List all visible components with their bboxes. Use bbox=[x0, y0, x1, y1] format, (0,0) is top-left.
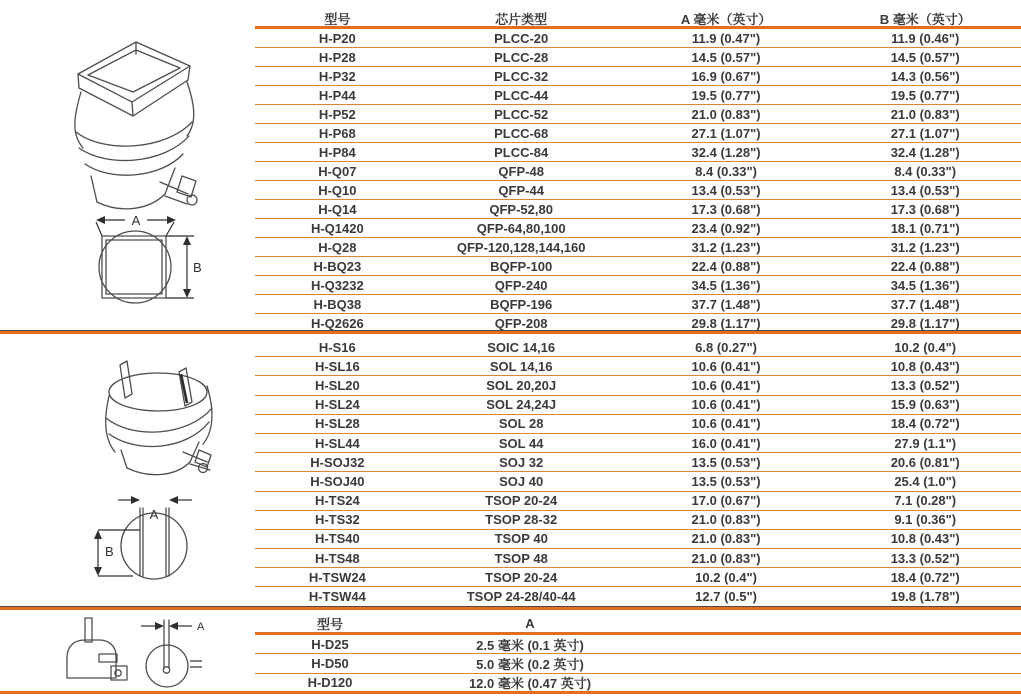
dim-b-cell: 34.5 (1.36") bbox=[890, 277, 960, 293]
chip-type-cell: TSOP 28-32 bbox=[485, 512, 558, 528]
dim-b-cell: 17.3 (0.68") bbox=[890, 201, 960, 217]
chip-type-cell: SOJ 32 bbox=[499, 454, 544, 470]
table-row bbox=[255, 200, 1021, 219]
dim-a-cell: 17.3 (0.68") bbox=[691, 201, 761, 217]
table-row bbox=[255, 338, 1021, 357]
table-row bbox=[255, 162, 1021, 181]
dim-label-b: B bbox=[105, 544, 114, 559]
table-row bbox=[255, 238, 1021, 257]
model-cell: H-Q10 bbox=[318, 182, 357, 198]
chip-type-cell: SOL 44 bbox=[498, 435, 544, 451]
chip-type-cell: QFP-48 bbox=[498, 163, 544, 179]
dim-b-cell: 29.8 (1.17") bbox=[890, 315, 960, 331]
model-cell: H-BQ23 bbox=[313, 258, 362, 274]
chip-type-cell: QFP-240 bbox=[494, 277, 548, 293]
table-header-row bbox=[255, 614, 1021, 635]
table-row bbox=[255, 396, 1021, 415]
chip-type-cell: TSOP 20-24 bbox=[485, 493, 558, 509]
table-row bbox=[255, 276, 1021, 295]
dim-a-cell: 16.0 (0.41") bbox=[691, 435, 761, 451]
dim-b-cell: 22.4 (0.88") bbox=[890, 258, 960, 274]
dim-b-cell: 27.9 (1.1") bbox=[894, 435, 957, 451]
dim-b-cell: 20.6 (0.81") bbox=[890, 454, 960, 470]
dim-a-cell: 19.5 (0.77") bbox=[691, 87, 761, 103]
model-cell: H-Q07 bbox=[318, 163, 357, 179]
dim-b-cell: 15.9 (0.63") bbox=[890, 397, 960, 413]
model-cell: H-TS24 bbox=[314, 493, 360, 509]
section-separator bbox=[0, 330, 1021, 334]
dim-b-cell: 19.5 (0.77") bbox=[890, 87, 960, 103]
dim-a-cell: 12.0 毫米 (0.47 英寸) bbox=[468, 676, 592, 692]
dim-b-cell: 21.0 (0.83") bbox=[890, 106, 960, 122]
dual-dimension-diagram bbox=[80, 486, 205, 586]
section-separator bbox=[0, 606, 1021, 610]
chip-type-cell: PLCC-44 bbox=[494, 87, 549, 103]
dim-a-cell: 5.0 毫米 (0.2 英寸) bbox=[476, 656, 584, 672]
dim-a-cell: 27.1 (1.07") bbox=[691, 125, 761, 141]
chip-type-cell: PLCC-32 bbox=[494, 68, 549, 84]
chip-type-cell: PLCC-68 bbox=[494, 125, 549, 141]
chip-type-cell: SOL 28 bbox=[498, 416, 544, 432]
table-row bbox=[255, 654, 1021, 673]
model-cell: H-S16 bbox=[318, 339, 356, 355]
dim-b-cell: 7.1 (0.28") bbox=[894, 493, 957, 509]
dim-b-cell: 13.3 (0.52") bbox=[890, 550, 960, 566]
model-cell: H-Q1420 bbox=[310, 220, 364, 236]
dim-label-a: A bbox=[131, 213, 141, 228]
chip-type-cell: TSOP 20-24 bbox=[485, 569, 558, 585]
model-cell: H-Q28 bbox=[318, 239, 357, 255]
model-cell: H-SL20 bbox=[314, 377, 360, 393]
model-cell: H-P44 bbox=[318, 87, 356, 103]
table-row bbox=[255, 635, 1021, 654]
dim-a-cell: 13.5 (0.53") bbox=[691, 454, 761, 470]
model-cell: H-P52 bbox=[318, 106, 356, 122]
chip-type-cell: SOL 14,16 bbox=[489, 358, 553, 374]
quad-nozzle-drawing bbox=[62, 30, 207, 215]
illustration-column bbox=[0, 0, 255, 696]
table-row bbox=[255, 219, 1021, 238]
dim-a-cell: 6.8 (0.27") bbox=[695, 339, 757, 355]
dim-b-cell: 14.5 (0.57") bbox=[890, 49, 960, 65]
dim-b-cell: 13.3 (0.52") bbox=[890, 377, 960, 393]
table-row bbox=[255, 29, 1021, 48]
table-row bbox=[255, 453, 1021, 472]
dim-b-cell: 19.8 (1.78") bbox=[890, 589, 960, 605]
dim-b-cell: 25.4 (1.0") bbox=[894, 473, 957, 489]
model-cell: H-P20 bbox=[318, 30, 356, 46]
model-cell: H-P68 bbox=[318, 125, 356, 141]
model-cell: H-SL16 bbox=[314, 358, 360, 374]
model-cell: H-Q2626 bbox=[310, 315, 364, 331]
model-cell: H-P84 bbox=[318, 144, 356, 160]
dim-b-cell: 8.4 (0.33") bbox=[894, 163, 957, 179]
model-cell: H-TSW44 bbox=[308, 589, 366, 605]
dim-b-cell: 18.1 (0.71") bbox=[890, 220, 960, 236]
table-body bbox=[255, 635, 1021, 692]
chip-type-cell: TSOP 48 bbox=[494, 550, 548, 566]
table-row bbox=[255, 674, 1021, 692]
bottom-border bbox=[0, 691, 1021, 694]
dim-b-cell: 18.4 (0.72") bbox=[890, 569, 960, 585]
table-row bbox=[255, 295, 1021, 314]
model-cell: H-P32 bbox=[318, 68, 356, 84]
col-header-dim-a: A 毫米（英寸） bbox=[680, 11, 772, 27]
dim-b-cell: 9.1 (0.36") bbox=[894, 512, 957, 528]
dim-b-cell: 32.4 (1.28") bbox=[890, 144, 960, 160]
table-row bbox=[255, 434, 1021, 453]
table-row bbox=[255, 568, 1021, 587]
dim-b-cell: 27.1 (1.07") bbox=[890, 125, 960, 141]
table-header-row bbox=[255, 10, 1021, 29]
dim-a-cell: 13.4 (0.53") bbox=[691, 182, 761, 198]
table-row bbox=[255, 587, 1021, 605]
dim-a-cell: 10.2 (0.4") bbox=[695, 569, 757, 585]
model-cell: H-D25 bbox=[311, 636, 349, 652]
dim-a-cell: 13.5 (0.53") bbox=[691, 473, 761, 489]
dim-a-cell: 11.9 (0.47") bbox=[691, 30, 761, 46]
dim-a-cell: 23.4 (0.92") bbox=[691, 220, 761, 236]
chip-type-cell: QFP-44 bbox=[498, 182, 544, 198]
quad-dimension-diagram bbox=[88, 210, 206, 310]
chip-type-cell: PLCC-20 bbox=[494, 30, 549, 46]
quad-nozzle-table bbox=[255, 10, 1021, 332]
chip-type-cell: PLCC-84 bbox=[494, 144, 549, 160]
model-cell: H-TSW24 bbox=[308, 569, 366, 585]
chip-type-cell: BQFP-196 bbox=[490, 296, 553, 312]
dim-b-cell: 37.7 (1.48") bbox=[890, 296, 960, 312]
col-header-dim-a: A bbox=[525, 615, 535, 631]
dim-a-cell: 17.0 (0.67") bbox=[691, 493, 761, 509]
inline-nozzle-table bbox=[255, 338, 1021, 606]
table-row bbox=[255, 257, 1021, 276]
chip-type-cell: SOIC 14,16 bbox=[487, 339, 556, 355]
dim-label-a: A bbox=[149, 507, 159, 522]
dim-a-cell: 31.2 (1.23") bbox=[691, 239, 761, 255]
dim-a-cell: 21.0 (0.83") bbox=[691, 512, 761, 528]
dim-a-cell: 10.6 (0.41") bbox=[691, 377, 761, 393]
dim-a-cell: 10.6 (0.41") bbox=[691, 416, 761, 432]
dim-label-b: B bbox=[193, 260, 202, 275]
model-cell: H-D50 bbox=[311, 655, 349, 671]
model-cell: H-TS40 bbox=[314, 531, 360, 547]
dim-b-cell: 14.3 (0.56") bbox=[890, 68, 960, 84]
chip-type-cell: QFP-208 bbox=[494, 315, 548, 331]
model-cell: H-BQ38 bbox=[313, 296, 362, 312]
model-cell: H-Q3232 bbox=[310, 277, 364, 293]
model-cell: H-TS32 bbox=[314, 512, 360, 528]
dim-a-cell: 10.6 (0.41") bbox=[691, 358, 761, 374]
chip-type-cell: QFP-52,80 bbox=[489, 201, 553, 217]
dim-a-cell: 2.5 毫米 (0.1 英寸) bbox=[476, 637, 584, 653]
chip-type-cell: TSOP 40 bbox=[494, 531, 548, 547]
model-cell: H-TS48 bbox=[314, 550, 360, 566]
dim-a-cell: 37.7 (1.48") bbox=[691, 296, 761, 312]
chip-type-cell: PLCC-52 bbox=[494, 106, 549, 122]
model-cell: H-P28 bbox=[318, 49, 356, 65]
model-cell: H-SL44 bbox=[314, 435, 360, 451]
model-cell: H-SL28 bbox=[314, 416, 360, 432]
table-row bbox=[255, 357, 1021, 376]
single-nozzle-drawing bbox=[55, 614, 210, 692]
dim-b-cell: 10.8 (0.43") bbox=[890, 531, 960, 547]
dual-nozzle-drawing bbox=[95, 356, 225, 484]
chip-type-cell: PLCC-28 bbox=[494, 49, 549, 65]
table-row bbox=[255, 48, 1021, 67]
table-row bbox=[255, 105, 1021, 124]
model-cell: H-D120 bbox=[307, 675, 353, 691]
col-header-dim-b: B 毫米（英寸） bbox=[879, 11, 971, 27]
model-cell: H-SL24 bbox=[314, 397, 360, 413]
dim-a-cell: 8.4 (0.33") bbox=[695, 163, 757, 179]
model-cell: H-Q14 bbox=[318, 201, 357, 217]
table-row bbox=[255, 143, 1021, 162]
table-row bbox=[255, 86, 1021, 105]
col-header-model: 型号 bbox=[316, 616, 343, 632]
dim-a-cell: 12.7 (0.5") bbox=[695, 589, 757, 605]
dim-b-cell: 10.8 (0.43") bbox=[890, 358, 960, 374]
model-cell: H-SOJ40 bbox=[310, 473, 365, 489]
dim-a-cell: 14.5 (0.57") bbox=[691, 49, 761, 65]
table-row bbox=[255, 376, 1021, 395]
chip-type-cell: BQFP-100 bbox=[490, 258, 553, 274]
dim-a-cell: 34.5 (1.36") bbox=[691, 277, 761, 293]
chip-type-cell: SOL 24,24J bbox=[486, 397, 557, 413]
table-row bbox=[255, 415, 1021, 434]
col-header-model: 型号 bbox=[324, 11, 351, 27]
chip-type-cell: QFP-120,128,144,160 bbox=[456, 239, 586, 255]
table-row bbox=[255, 492, 1021, 511]
dim-a-cell: 21.0 (0.83") bbox=[691, 550, 761, 566]
table-row bbox=[255, 549, 1021, 568]
dim-label-a: A bbox=[197, 621, 205, 633]
table-row bbox=[255, 181, 1021, 200]
dim-a-cell: 21.0 (0.83") bbox=[691, 106, 761, 122]
table-row bbox=[255, 124, 1021, 143]
chip-type-cell: QFP-64,80,100 bbox=[476, 220, 566, 236]
col-header-chip-type: 芯片类型 bbox=[495, 11, 548, 27]
dim-a-cell: 10.6 (0.41") bbox=[691, 397, 761, 413]
dim-a-cell: 29.8 (1.17") bbox=[691, 315, 761, 331]
dim-b-cell: 31.2 (1.23") bbox=[890, 239, 960, 255]
dim-a-cell: 32.4 (1.28") bbox=[691, 144, 761, 160]
dim-a-cell: 16.9 (0.67") bbox=[691, 68, 761, 84]
table-row bbox=[255, 472, 1021, 491]
table-row bbox=[255, 530, 1021, 549]
table-body bbox=[255, 29, 1021, 332]
table-row bbox=[255, 67, 1021, 86]
dim-b-cell: 13.4 (0.53") bbox=[890, 182, 960, 198]
dim-b-cell: 18.4 (0.72") bbox=[890, 416, 960, 432]
dim-b-cell: 11.9 (0.46") bbox=[891, 30, 960, 46]
round-nozzle-table bbox=[255, 614, 1021, 692]
table-body bbox=[255, 338, 1021, 606]
table-row bbox=[255, 511, 1021, 530]
dim-a-cell: 22.4 (0.88") bbox=[691, 258, 761, 274]
model-cell: H-SOJ32 bbox=[310, 454, 365, 470]
dim-b-cell: 10.2 (0.4") bbox=[894, 339, 957, 355]
chip-type-cell: TSOP 24-28/40-44 bbox=[466, 589, 576, 605]
dim-a-cell: 21.0 (0.83") bbox=[691, 531, 761, 547]
chip-type-cell: SOL 20,20J bbox=[486, 377, 557, 393]
chip-type-cell: SOJ 40 bbox=[499, 473, 544, 489]
